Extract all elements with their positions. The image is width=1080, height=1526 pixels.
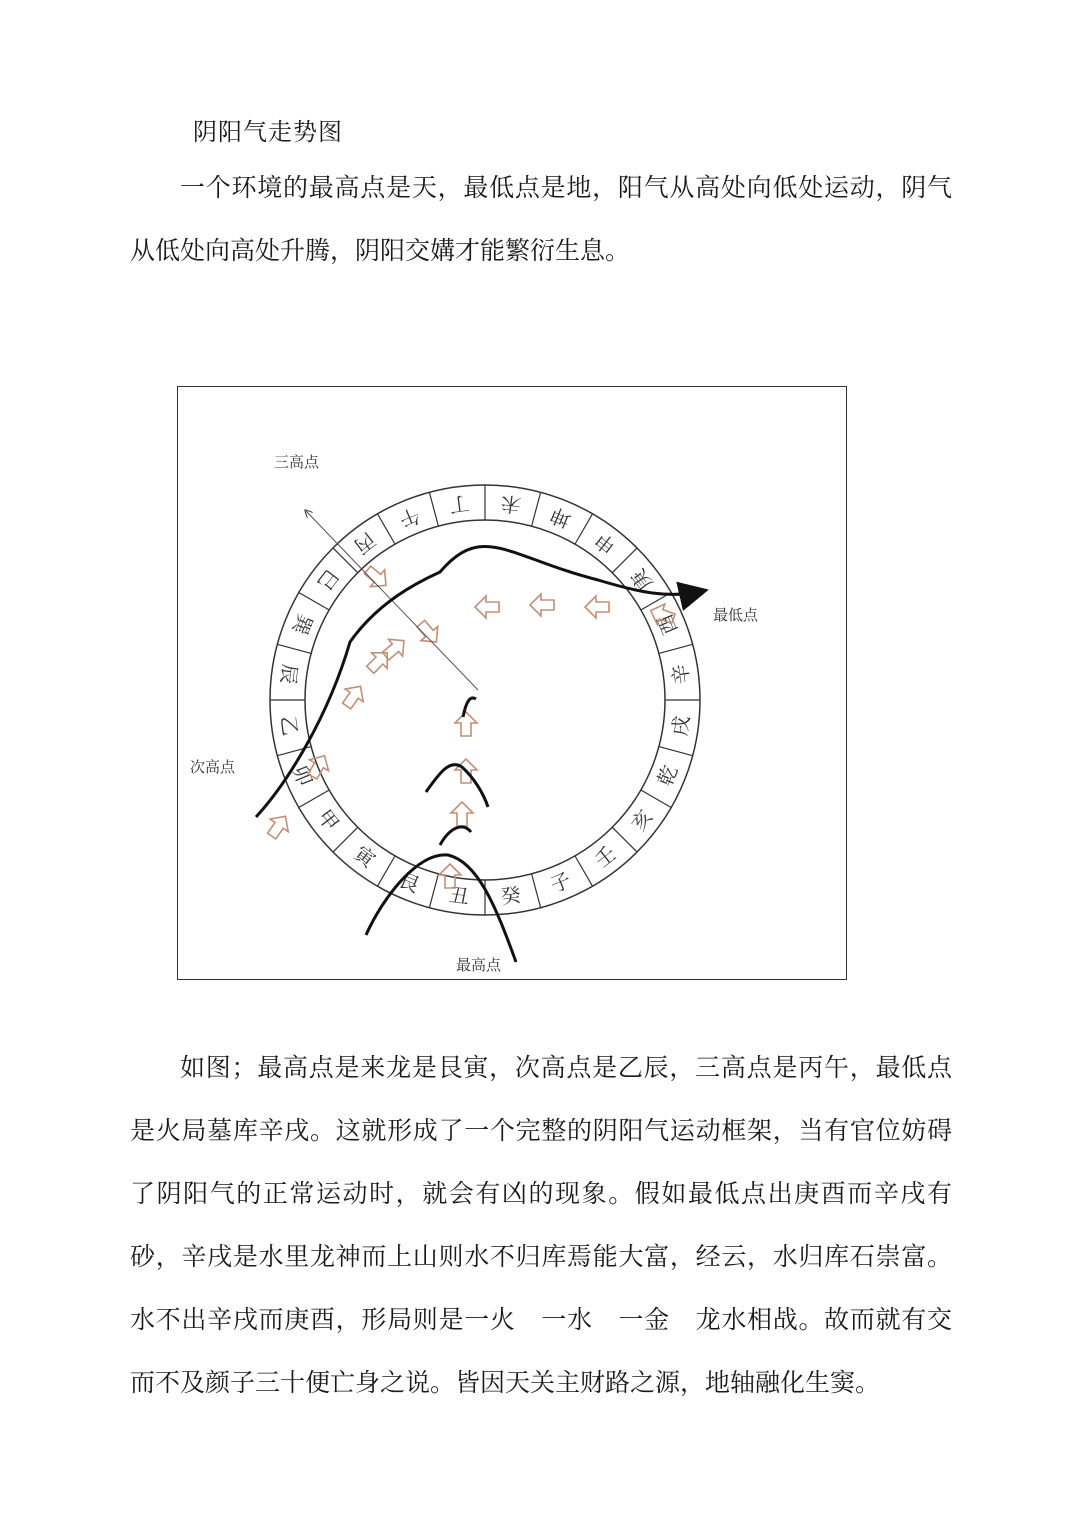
ring-segment-label: 辰 xyxy=(275,662,303,686)
ring-divider xyxy=(612,827,637,852)
peak-curve-1 xyxy=(463,698,476,717)
ring-segment-label: 子 xyxy=(546,867,575,898)
ring-segment-label: 申 xyxy=(589,527,621,559)
ring-divider xyxy=(641,790,671,808)
qi-flow-arrow-icon xyxy=(455,712,477,736)
qi-flow-arrow-icon xyxy=(585,596,609,618)
qi-flow-arrow-icon xyxy=(379,632,412,664)
ring-segment-label: 丑 xyxy=(447,882,471,910)
qi-flow-arrow-icon xyxy=(530,594,554,616)
ring-segment-label: 午 xyxy=(395,502,424,533)
ring-segment-label: 乙 xyxy=(275,714,303,738)
diagram-canvas xyxy=(178,387,848,981)
ring-segment-label: 庚 xyxy=(626,564,658,596)
ring-segment-label: 辛 xyxy=(667,662,695,686)
ring-segment-label: 甲 xyxy=(312,804,344,836)
ring-divider xyxy=(429,874,438,908)
ring-segment-label: 丙 xyxy=(349,527,381,559)
third-high-label: 三高点 xyxy=(274,453,320,471)
ring-segment-label: 巽 xyxy=(287,610,318,639)
ring-divider xyxy=(299,790,329,808)
ring-segment-label: 巳 xyxy=(312,564,344,596)
ring-divider xyxy=(612,548,637,573)
ring-segment-label: 癸 xyxy=(499,882,523,910)
ring-divider xyxy=(532,492,541,526)
intro-paragraph: 一个环境的最高点是天，最低点是地，阳气从高处向低处运动，阴气从低处向高处升腾，阴阳交媾才能繁衍生息。 xyxy=(130,173,952,265)
ring-segment-label: 壬 xyxy=(589,841,621,873)
lowest-label: 最低点 xyxy=(713,606,759,624)
peak-curve-4 xyxy=(366,855,516,962)
second-high-label: 次高点 xyxy=(190,758,236,776)
ring-segment-label: 亥 xyxy=(626,804,658,836)
qi-flow-arrow-icon xyxy=(451,802,473,826)
qi-flow-arrow-icon xyxy=(338,680,370,712)
ring-segment-label: 未 xyxy=(499,490,523,518)
flow-arrows xyxy=(263,562,677,888)
peak-curve-3 xyxy=(440,827,471,845)
ring-divider xyxy=(299,593,329,611)
inner-ring xyxy=(305,520,665,880)
ring-divider xyxy=(277,644,311,653)
qi-flow-arrow-icon xyxy=(263,810,295,842)
ring-divider xyxy=(333,827,358,852)
ring-divider xyxy=(659,644,693,653)
ring-segment-label: 坤 xyxy=(546,502,575,533)
qi-flow-arrow-icon xyxy=(475,596,499,618)
peak-curve-2 xyxy=(426,765,488,807)
ring-dividers xyxy=(270,485,700,915)
ring-divider xyxy=(575,856,593,886)
ring-segment-label: 卯 xyxy=(287,761,318,790)
highest-label: 最高点 xyxy=(456,956,502,974)
ring-divider xyxy=(575,514,593,544)
ring-divider xyxy=(378,856,396,886)
ring-segment-label: 艮 xyxy=(395,867,424,898)
explanation-paragraph: 如图；最高点是来龙是艮寅，次高点是乙辰，三高点是丙午，最低点是火局墓库辛戌。这就形成了一个完整的阴阳气运动框架，当有官位妨碍了阴阳气的正常运动时，就会有凶的现象。假如最低点出庚酉而辛戌有砂，辛戌是水里龙神而上山则水不归库焉能大富，经云，水归库石崇富。水不出辛戌而庚酉，形局则是一火 一水 一金 龙水相战。故而就有交而不及颜子三十便亡身之说。皆因天关主财路之源，地轴融化生窦。 xyxy=(130,1053,952,1397)
ring-segment-label: 戌 xyxy=(667,714,695,738)
ring-segment-label: 乾 xyxy=(652,761,683,790)
ring-divider xyxy=(659,747,693,756)
qi-flow-arrow-icon xyxy=(413,617,445,650)
yin-yang-flow-diagram xyxy=(177,386,847,980)
ring-segment-label: 丁 xyxy=(447,490,471,518)
ring-segment-label: 寅 xyxy=(349,841,381,873)
ring-divider xyxy=(532,874,541,908)
ring-segment-label: 酉 xyxy=(652,610,683,639)
qi-flow-arrow-icon xyxy=(362,645,395,678)
ring-divider xyxy=(378,514,396,544)
page-title: 阴阳气走势图 xyxy=(193,118,343,146)
ring-divider xyxy=(429,492,438,526)
